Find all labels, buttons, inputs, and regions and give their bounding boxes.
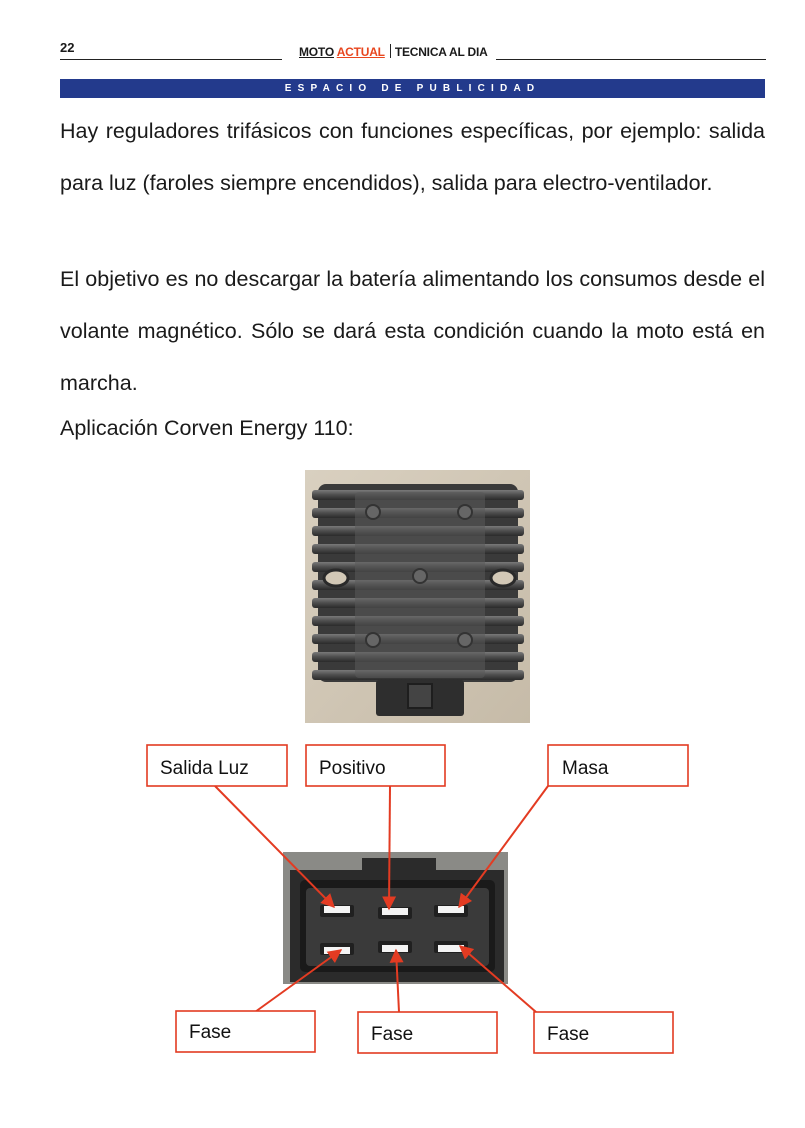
mount-hole-left [324,570,348,586]
connector-photo [283,852,508,984]
label-fase-right [534,1012,673,1053]
application-line: Aplicación Corven Energy 110: [60,416,354,440]
label-fase-center-text: Fase [371,1024,414,1045]
label-fase-left [176,1011,315,1052]
label-salida-luz-text: Salida Luz [160,758,249,779]
paragraph-2: El objetivo es no descargar la batería alimentando los consumos desde el volante magnético. Sólo se dará esta condición cuando la moto está en marcha. [60,267,765,395]
label-masa [548,745,688,786]
ad-space-bar: ESPACIO DE PUBLICIDAD [60,79,765,98]
masthead-section: TECNICA AL DIA [394,45,488,59]
paragraph-1: Hay reguladores trifásicos con funciones específicas, por ejemplo: salida para luz (faroles siempre encendidos), salida para electro-ventilador. [60,119,765,195]
label-positivo [306,745,445,786]
label-salida-luz [147,745,287,786]
pin-top-center [382,908,408,915]
masthead-actual: ACTUAL [336,45,385,59]
label-fase-left-text: Fase [189,1022,232,1043]
label-positivo-text: Positivo [319,758,386,779]
page-number: 22 [60,40,75,55]
label-masa-text: Masa [562,758,609,779]
regulator-photo [305,470,530,723]
arrow-positivo [389,786,390,909]
arrow-salida-luz [215,786,334,907]
masthead-moto: MOTO [299,45,334,59]
label-fase-center [358,1012,497,1053]
label-fase-right-text: Fase [547,1024,590,1045]
pin-bottom-center [382,945,408,952]
mount-hole-right [491,570,515,586]
pin-top-left [324,906,350,913]
